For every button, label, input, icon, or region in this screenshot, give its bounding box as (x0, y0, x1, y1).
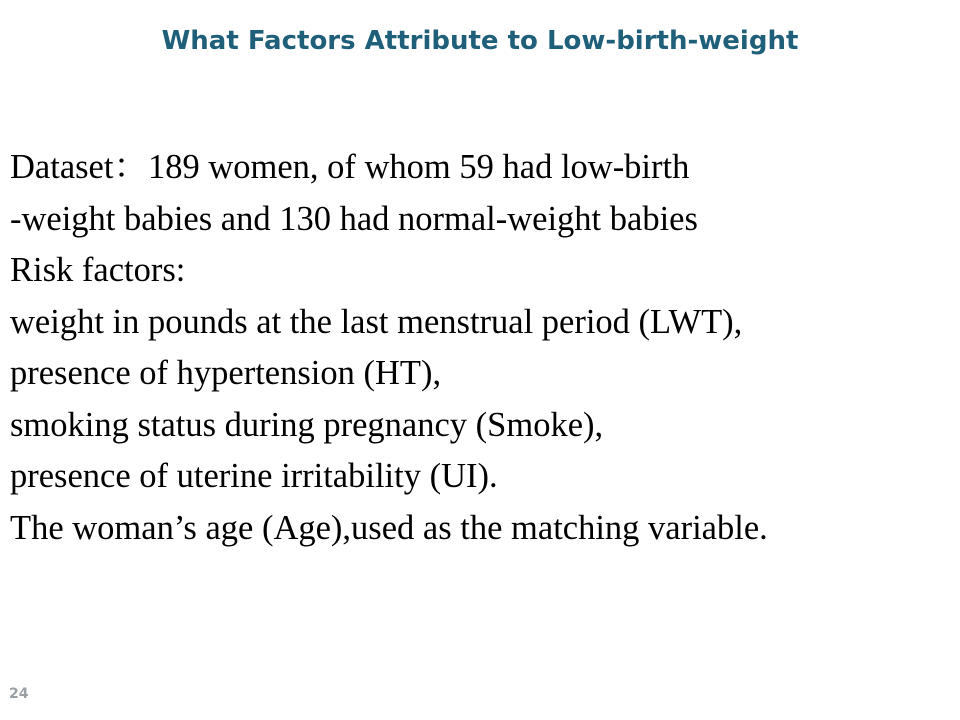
slide-title: What Factors Attribute to Low-birth-weight (161, 26, 799, 56)
body-line-ui: presence of uterine irritability (UI). (10, 457, 498, 495)
page-number: 24 (9, 686, 29, 702)
body-line-dataset-2: -weight babies and 130 had normal-weight babies (10, 199, 698, 238)
slide-body (10, 142, 950, 554)
body-line-lwt: weight in pounds at the last menstrual period (LWT), (10, 302, 743, 341)
body-line-age: The woman’s age (Age),used as the matching variable. (10, 508, 768, 547)
body-line-ht: presence of hypertension (HT), (10, 354, 442, 392)
body-line-dataset-1: Dataset：189 women, of whom 59 had low-birth (10, 148, 690, 186)
body-line-risk-factors-heading: Risk factors: (10, 251, 186, 289)
body-line-smoke: smoking status during pregnancy (Smoke), (10, 405, 604, 444)
